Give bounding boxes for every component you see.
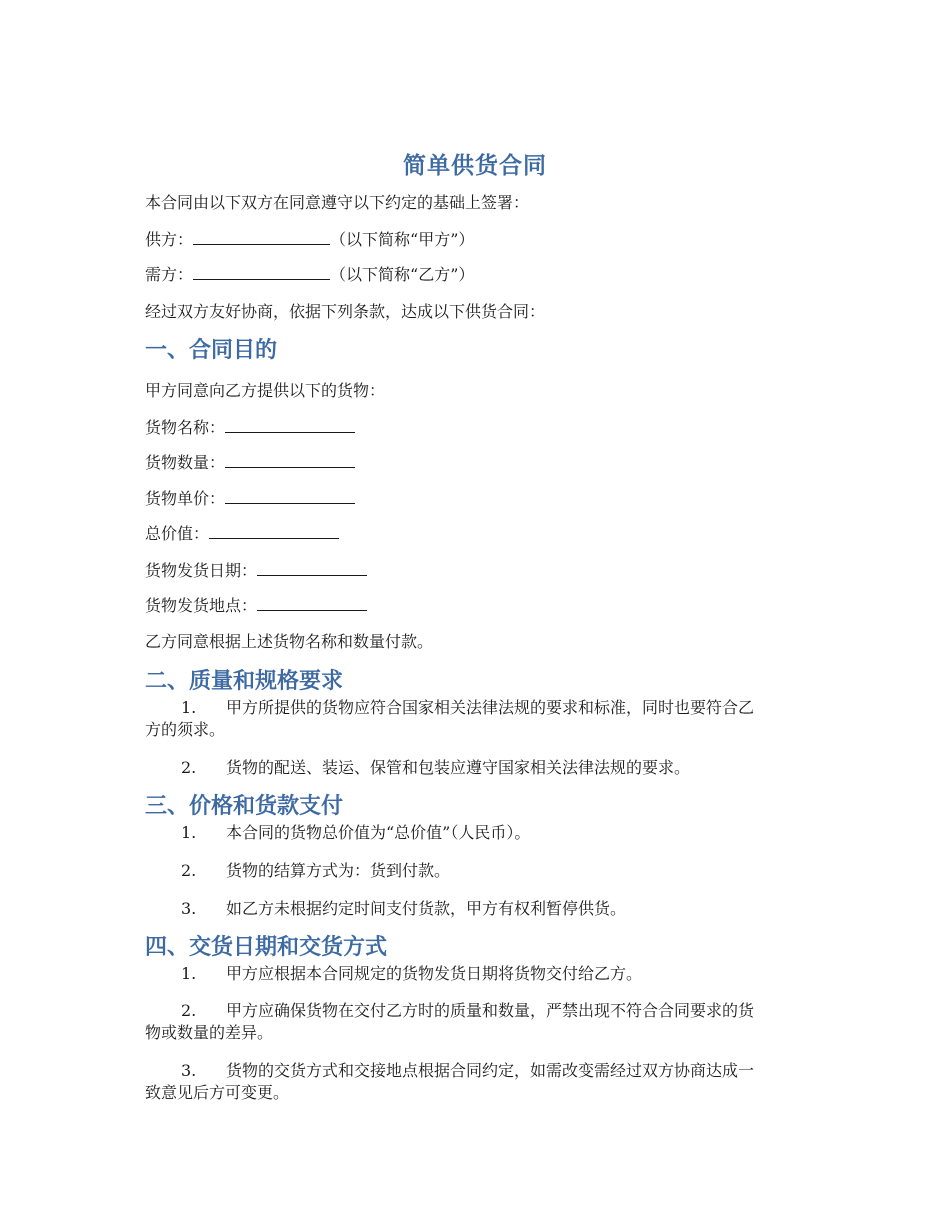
list-item [145, 1060, 840, 1104]
list-item [145, 822, 840, 844]
section-heading-purpose: 一、合同目的 [145, 338, 278, 363]
purpose-closing: 乙方同意根据上述货物名称和数量付款。 [145, 632, 434, 651]
field-label: 总价值： [145, 524, 210, 543]
field-label: 货物发货日期： [145, 561, 258, 580]
preamble-paragraph: 经过双方友好协商，依据下列条款，达成以下供货合同： [145, 302, 546, 321]
item-number: 3. [181, 899, 197, 918]
buyer-line [145, 265, 474, 285]
field-blank [225, 453, 355, 468]
section-heading-payment: 三、价格和货款支付 [145, 794, 344, 819]
document-title: 简单供货合同 [403, 153, 547, 179]
field-blank [225, 489, 355, 504]
item-text: 货物的交货方式和交接地点根据合同约定，如需改变需经过双方协商达成一 [226, 1061, 755, 1080]
field-label: 货物名称： [145, 418, 226, 437]
supplier-blank [193, 230, 330, 245]
field-label: 货物数量： [145, 453, 226, 472]
list-item [145, 697, 840, 741]
shipping-date-field [145, 561, 367, 581]
list-item [145, 757, 840, 779]
item-number: 1. [181, 698, 197, 717]
section-heading-delivery: 四、交货日期和交货方式 [145, 935, 388, 960]
item-number: 2. [181, 1001, 197, 1020]
item-number: 1. [181, 823, 197, 842]
item-text: 如乙方未根据约定时间支付货款，甲方有权利暂停供货。 [226, 899, 627, 918]
field-label: 货物发货地点： [145, 596, 258, 615]
goods-quantity-field [145, 453, 355, 473]
item-text: 货物的结算方式为：货到付款。 [226, 861, 451, 880]
goods-name-field [145, 418, 355, 438]
item-text-cont: 致意见后方可变更。 [145, 1083, 290, 1102]
item-number: 3. [181, 1061, 197, 1080]
field-blank [209, 524, 339, 539]
item-text-cont: 物或数量的差异。 [145, 1023, 274, 1042]
intro-paragraph: 本合同由以下双方在同意遵守以下约定的基础上签署： [145, 193, 530, 212]
field-blank [225, 418, 355, 433]
item-number: 2. [181, 758, 197, 777]
field-blank [257, 561, 367, 576]
item-text: 本合同的货物总价值为“总价值”（人民币）。 [226, 823, 531, 842]
item-number: 2. [181, 861, 197, 880]
item-text: 甲方应根据本合同规定的货物发货日期将货物交付给乙方。 [226, 964, 643, 983]
item-text: 甲方所提供的货物应符合国家相关法律法规的要求和标准，同时也要符合乙 [226, 698, 755, 717]
section-heading-quality: 二、质量和规格要求 [145, 669, 344, 694]
shipping-location-field [145, 596, 367, 616]
item-number: 1. [181, 964, 197, 983]
goods-unit-price-field [145, 489, 355, 509]
list-item [145, 1000, 840, 1044]
list-item [145, 963, 840, 985]
list-item [145, 898, 840, 920]
buyer-suffix: （以下简称“乙方”） [330, 265, 475, 284]
buyer-label: 需方： [145, 265, 194, 284]
list-item [145, 860, 840, 882]
total-value-field [145, 524, 339, 544]
field-blank [257, 596, 367, 611]
field-label: 货物单价： [145, 489, 226, 508]
supplier-line [145, 230, 474, 250]
item-text: 甲方应确保货物在交付乙方时的质量和数量，严禁出现不符合合同要求的货 [226, 1001, 755, 1020]
buyer-blank [193, 265, 330, 280]
purpose-intro: 甲方同意向乙方提供以下的货物： [145, 381, 386, 400]
supplier-label: 供方： [145, 230, 194, 249]
item-text-cont: 方的须求。 [145, 720, 226, 739]
supplier-suffix: （以下简称“甲方”） [330, 230, 475, 249]
item-text: 货物的配送、装运、保管和包装应遵守国家相关法律法规的要求。 [226, 758, 691, 777]
